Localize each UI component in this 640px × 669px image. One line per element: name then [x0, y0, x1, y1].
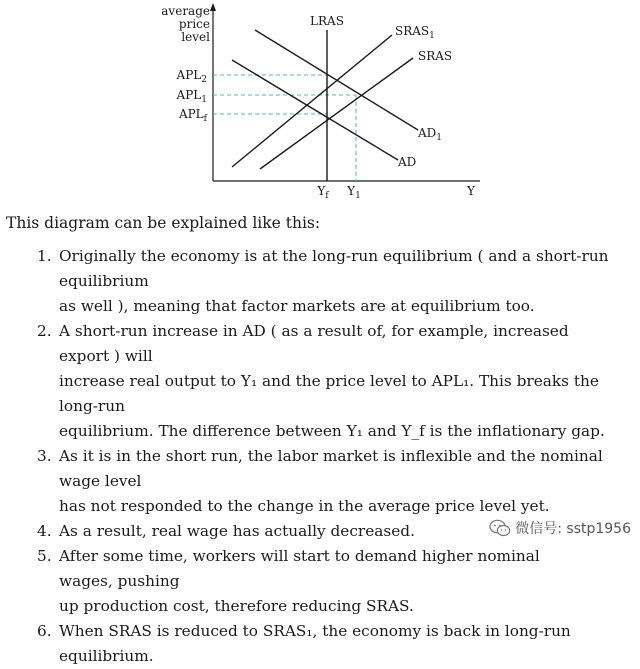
- step-4-line-1: As a result, real wage has actually decreased.: [59, 522, 415, 540]
- step-3: [0, 444, 640, 519]
- step-3-line-1: As it is in the short run, the labor market is inflexible and the nominal wage level: [59, 447, 603, 490]
- y-axis-arrow: [210, 3, 216, 11]
- ad-label: AD: [398, 155, 417, 169]
- step-number: 1.: [37, 247, 52, 265]
- ad1-label: $AD_1$: [418, 126, 443, 143]
- step-6: [0, 619, 640, 669]
- step-3-line-2: has not responded to the change in the average price level yet.: [59, 497, 550, 515]
- watermark-text: 微信号: sstp1956: [515, 521, 631, 537]
- y-axis-label-line-1: average: [161, 4, 210, 18]
- step-2-line-1: A short-run increase in AD ( as a result of, for example, increased export ) will: [59, 322, 569, 365]
- step-2: [0, 319, 640, 444]
- wechat-icon: [489, 519, 511, 537]
- watermark: [486, 515, 634, 541]
- yf-label: $Y_f$: [317, 184, 329, 201]
- step-6-line-1: When SRAS is reduced to SRAS₁, the economy is back in long-run equilibrium.: [59, 622, 571, 665]
- step-5: [0, 544, 640, 619]
- y-axis-label-line-3: level: [181, 30, 210, 44]
- step-1: [0, 244, 640, 319]
- step-5-line-1: After some time, workers will start to demand higher nominal wages, pushing: [59, 547, 540, 590]
- step-5-line-2: up production cost, therefore reducing SRAS.: [59, 597, 414, 615]
- intro-text: This diagram can be explained like this:: [6, 214, 321, 232]
- ad1-curve: [255, 30, 418, 130]
- sras1-curve: [232, 35, 392, 167]
- y1-label: $Y_1$: [347, 184, 361, 201]
- apl1-label: $APL_1$: [176, 88, 207, 105]
- steps-list: [0, 244, 640, 669]
- sras1-label: $SRAS_1$: [395, 24, 435, 41]
- step-number: 3.: [37, 447, 52, 465]
- step-number: 5.: [37, 547, 52, 565]
- step-2-line-3: equilibrium. The difference between Y₁ and Y_f is the inflationary gap.: [59, 422, 605, 440]
- lras-label: LRAS: [310, 14, 344, 28]
- step-number: 6.: [37, 622, 52, 640]
- y-axis-label-line-2: price: [178, 17, 210, 31]
- step-number: 4.: [37, 522, 52, 540]
- aplf-label: $APL_f$: [178, 107, 207, 124]
- x-axis-label: Y: [467, 184, 475, 198]
- economics-diagram: [0, 0, 640, 205]
- step-number: 2.: [37, 322, 52, 340]
- apl2-label: $APL_2$: [176, 68, 207, 85]
- sras-label: SRAS: [418, 49, 453, 63]
- step-2-line-2: increase real output to Y₁ and the price level to APL₁. This breaks the long-run: [59, 372, 599, 415]
- step-1-line-2: as well ), meaning that factor markets are at equilibrium too.: [59, 297, 535, 315]
- step-1-line-1: Originally the economy is at the long-run equilibrium ( and a short-run equilibrium: [59, 247, 609, 290]
